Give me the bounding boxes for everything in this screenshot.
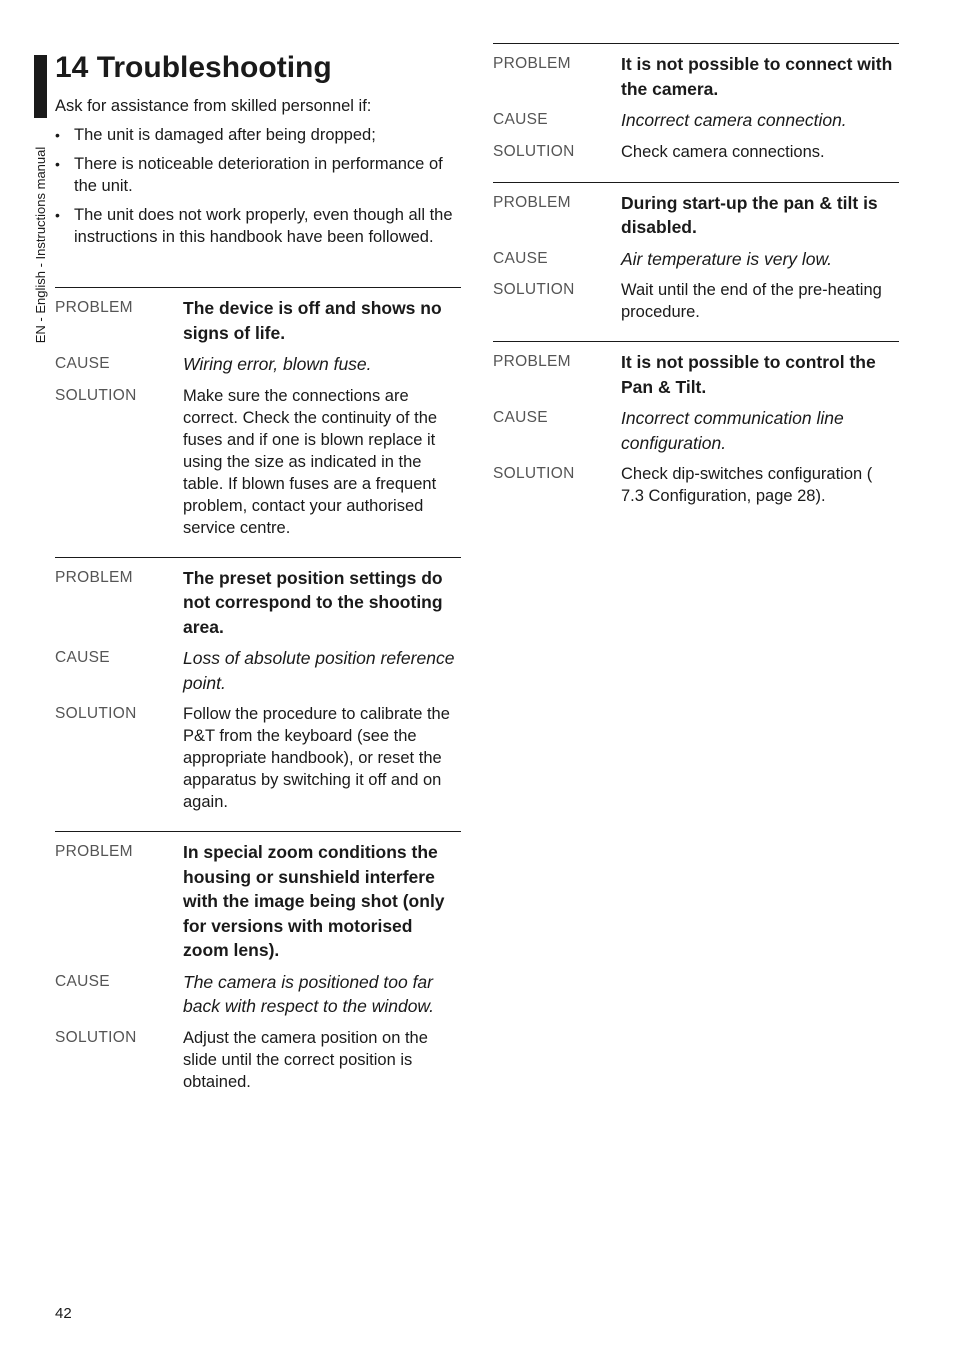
cause-label: CAUSE [55, 355, 110, 372]
problem-label: PROBLEM [493, 55, 571, 72]
solution-label: SOLUTION [493, 142, 575, 160]
list-item-text: The unit is damaged after being dropped; [74, 126, 376, 144]
right-column [493, 43, 899, 525]
problem-text: In special zoom conditions the housing or sunshield interfere with the image being shot (only for versions with motorised zoom lens). [183, 842, 445, 960]
cause-text: Incorrect camera connection. [621, 110, 847, 130]
cause-label: CAUSE [55, 972, 110, 990]
troubleshooting-entry [55, 287, 461, 557]
troubleshooting-entry [55, 831, 461, 1111]
problem-label: PROBLEM [493, 193, 571, 211]
cause-text: Wiring error, blown fuse. [183, 354, 372, 374]
cause-text: Incorrect communication line configuration. [621, 408, 844, 453]
bullet-icon: • [55, 207, 60, 223]
page-title: 14 Troubleshooting [55, 51, 332, 84]
bullet-icon: • [55, 127, 60, 143]
bullet-icon: • [55, 156, 60, 172]
list-item-text: The unit does not work properly, even though all the instructions in this handbook have been followed. [74, 206, 453, 246]
problem-text: During start-up the pan & tilt is disabled. [621, 192, 878, 237]
cause-label: CAUSE [493, 249, 548, 267]
solution-label: SOLUTION [55, 386, 137, 404]
cause-label: CAUSE [493, 111, 548, 128]
section-marker-bar [34, 55, 47, 118]
troubleshooting-entry [493, 341, 899, 525]
solution-text: Wait until the end of the pre-heating procedure. [621, 281, 882, 321]
solution-label: SOLUTION [55, 1028, 137, 1046]
assistance-list [55, 124, 460, 255]
cause-text: Loss of absolute position reference point. [183, 648, 455, 693]
solution-label: SOLUTION [55, 705, 137, 722]
solution-label: SOLUTION [493, 465, 575, 482]
problem-label: PROBLEM [55, 299, 133, 316]
problem-label: PROBLEM [55, 843, 133, 860]
list-item-text: There is noticeable deterioration in performance of the unit. [74, 155, 443, 195]
left-column [55, 287, 461, 1111]
problem-text: The preset position settings do not correspond to the shooting area. [183, 567, 443, 637]
troubleshooting-entry [493, 182, 899, 342]
cause-text: The camera is positioned too far back with respect to the window. [183, 971, 434, 1016]
cause-label: CAUSE [493, 409, 548, 426]
cause-label: CAUSE [55, 649, 110, 666]
problem-label: PROBLEM [493, 353, 571, 370]
solution-label: SOLUTION [493, 281, 575, 298]
solution-text: Check camera connections. [621, 142, 825, 161]
list-item [55, 204, 460, 248]
list-item [55, 124, 460, 146]
problem-text: It is not possible to control the Pan & Tilt. [621, 352, 876, 397]
cause-text: Air temperature is very low. [621, 248, 833, 269]
side-running-label: EN - English - Instructions manual [33, 146, 48, 344]
troubleshooting-entry [55, 557, 461, 832]
solution-text: Adjust the camera position on the slide until the correct position is obtained. [183, 1028, 428, 1091]
list-item [55, 153, 460, 197]
problem-text: It is not possible to connect with the camera. [621, 54, 893, 99]
page-number: 42 [55, 1305, 72, 1322]
intro-text: Ask for assistance from skilled personnel if: [55, 97, 372, 115]
problem-text: The device is off and shows no signs of life. [183, 298, 442, 343]
solution-text: Follow the procedure to calibrate the P&T from the keyboard (see the appropriate handbook), or reset the apparatus by switching it off and on again. [183, 705, 450, 811]
solution-text: Make sure the connections are correct. Check the continuity of the fuses and if one is blown replace it using the size as indicated in the table. If blown fuses are a frequent problem, contact your authorised service centre. [183, 386, 438, 537]
problem-label: PROBLEM [55, 568, 133, 586]
solution-text: Check dip-switches configuration ( 7.3 Configuration, page 28). [621, 465, 873, 505]
troubleshooting-entry [493, 43, 899, 182]
